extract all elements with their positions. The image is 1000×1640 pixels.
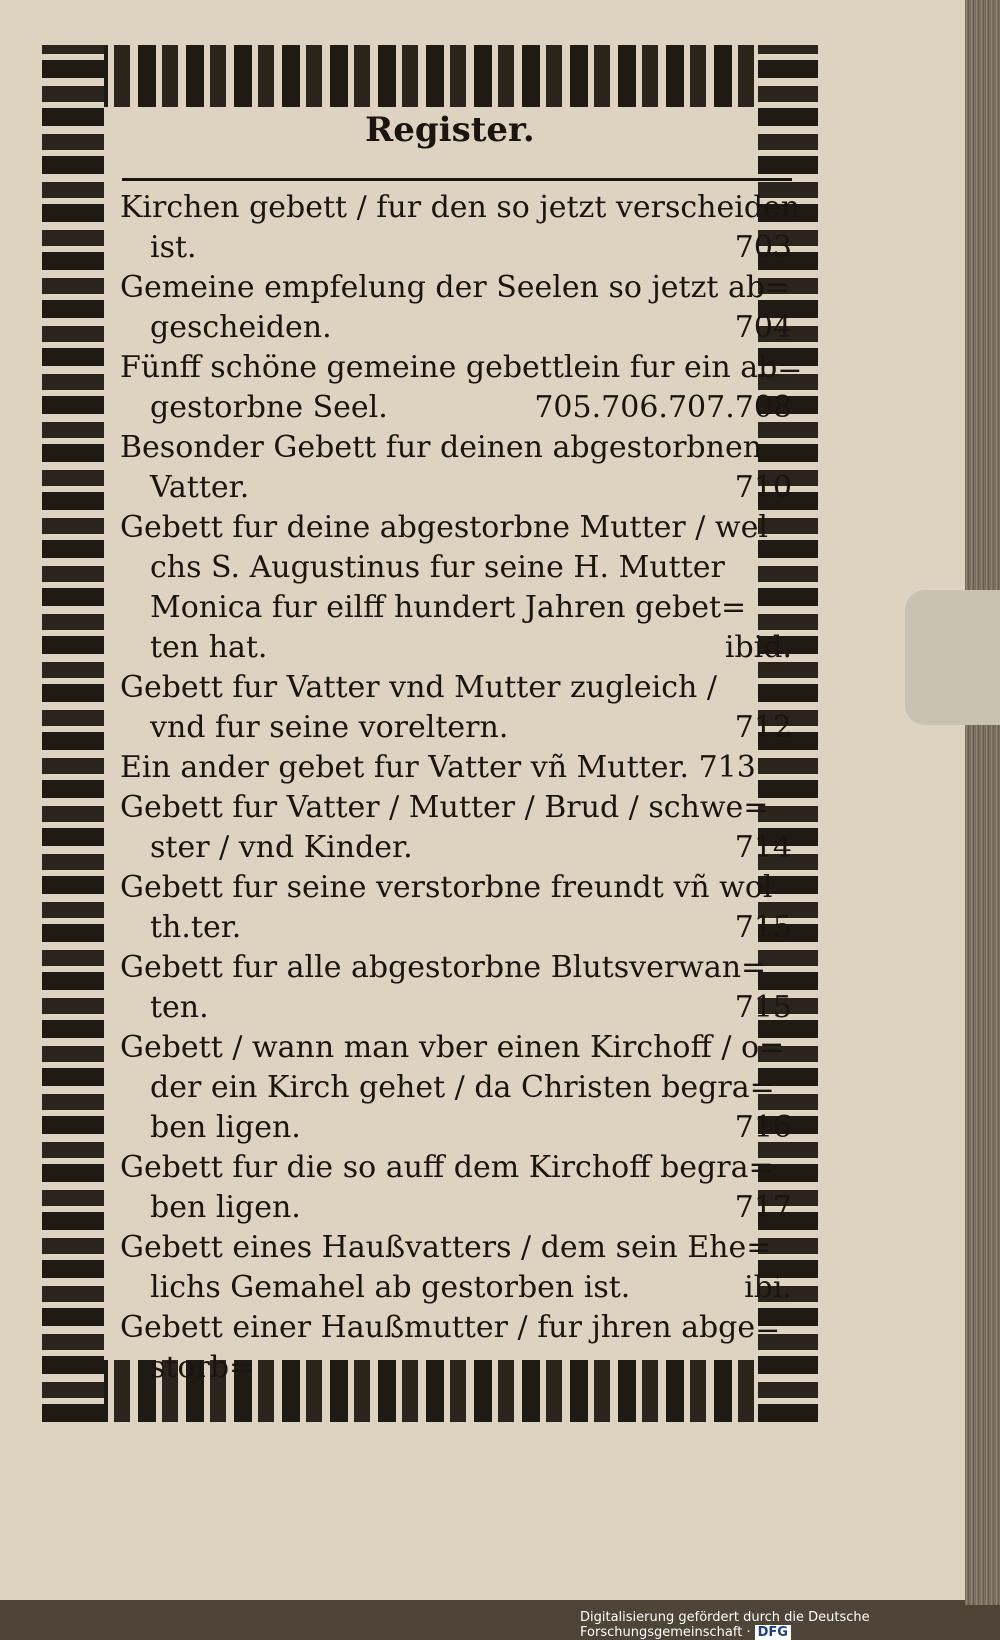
register-entry [120,788,792,868]
page-reference: 717 [734,1190,792,1225]
entry-line: ster / vnd Kinder. 714 [120,828,792,868]
register-entry [120,1228,792,1308]
page-reference: ibid. [724,630,792,665]
page-reference: 703 [734,230,792,265]
ornament-border-left [42,45,104,1422]
entry-line: Gebett / wann man vber einen Kirchoff / o= [120,1030,785,1065]
entry-line: lichs Gemahel ab gestorben ist. ibi. [120,1268,792,1308]
entry-line: storb= [150,1350,255,1385]
page-reference: 714 [734,830,792,865]
entry-line: Gebett fur alle abgestorbne Blutsverwan= [120,950,767,985]
register-entry [120,1148,792,1228]
entry-line: Gemeine empfelung der Seelen so jetzt ab= [120,270,791,305]
page-reference: 704 [734,310,792,345]
entry-line: th.ter. 715 [120,908,792,948]
page-reference: 715 [734,990,792,1025]
page-reference: 710 [734,470,792,505]
register-entry [120,948,792,1028]
footer-credit [580,1610,1000,1640]
entry-line: Gebett fur Vatter / Mutter / Brud / schwe= [120,790,769,825]
entry-line: Besonder Gebett fur deinen abgestorbnen [120,430,763,465]
register-entry [120,868,792,948]
entry-line: Fünff schöne gemeine gebettlein fur ein ab= [120,350,803,385]
entry-line: vnd fur seine voreltern. 712 [120,708,792,748]
register-entry [120,428,792,508]
page-reference: 705.706.707.708 [534,390,792,425]
entry-line: Gebett einer Haußmutter / fur jhren abge= [120,1310,781,1345]
ornament-border-top [42,45,817,107]
page-reference: 715 [734,910,792,945]
entry-line: Vatter. 710 [120,468,792,508]
register-entry [120,508,792,668]
page-reference: 712 [734,710,792,745]
page-tab-marker [905,590,1000,725]
entry-line: Ein ander gebet fur Vatter vñ Mutter. 713 [120,750,756,785]
entry-line: Gebett fur die so auff dem Kirchoff begra= [120,1150,774,1185]
register-entry [120,268,792,348]
dfg-logo: DFG [755,1625,791,1640]
entry-line: ten. 715 [120,988,792,1028]
entry-line: chs S. Augustinus fur seine H. Mutter [150,550,725,585]
entry-line: ten hat. ibid. [120,628,792,668]
entry-line: Gebett fur seine verstorbne freundt vñ wol [120,870,773,905]
entry-line: Kirchen gebett / fur den so jetzt verscheiden [120,190,801,225]
entry-line: ben ligen. 717 [120,1188,792,1228]
register-entry [120,1028,792,1148]
register-entry [120,188,801,268]
entry-line: der ein Kirch gehet / da Christen begra= [150,1070,775,1105]
register-entry [120,348,803,428]
entry-line: Monica fur eilff hundert Jahren gebet= [150,590,747,625]
footer-text: Digitalisierung gefördert durch die Deutsche Forschungsgemeinschaft · [580,1610,870,1640]
page-edges [965,0,1000,1605]
register-entry [120,748,792,788]
register-list [120,188,803,1388]
entry-line: ist. 703 [120,228,792,268]
register-entry [120,668,792,748]
page-title: Register. [365,110,535,150]
entry-line: Gebett fur Vatter vnd Mutter zugleich / [120,670,717,705]
entry-line: ben ligen. 716 [120,1108,792,1148]
entry-line: gestorbne Seel. 705.706.707.708 [120,388,792,428]
page-reference: ibi. [744,1270,792,1305]
register-entry [120,1308,792,1388]
page-reference: 716 [734,1110,792,1145]
entry-line: gescheiden. 704 [120,308,792,348]
title-rule [122,178,792,181]
entry-line: Gebett fur deine abgestorbne Mutter / wel [120,510,768,545]
entry-line: Gebett eines Haußvatters / dem sein Ehe= [120,1230,772,1265]
